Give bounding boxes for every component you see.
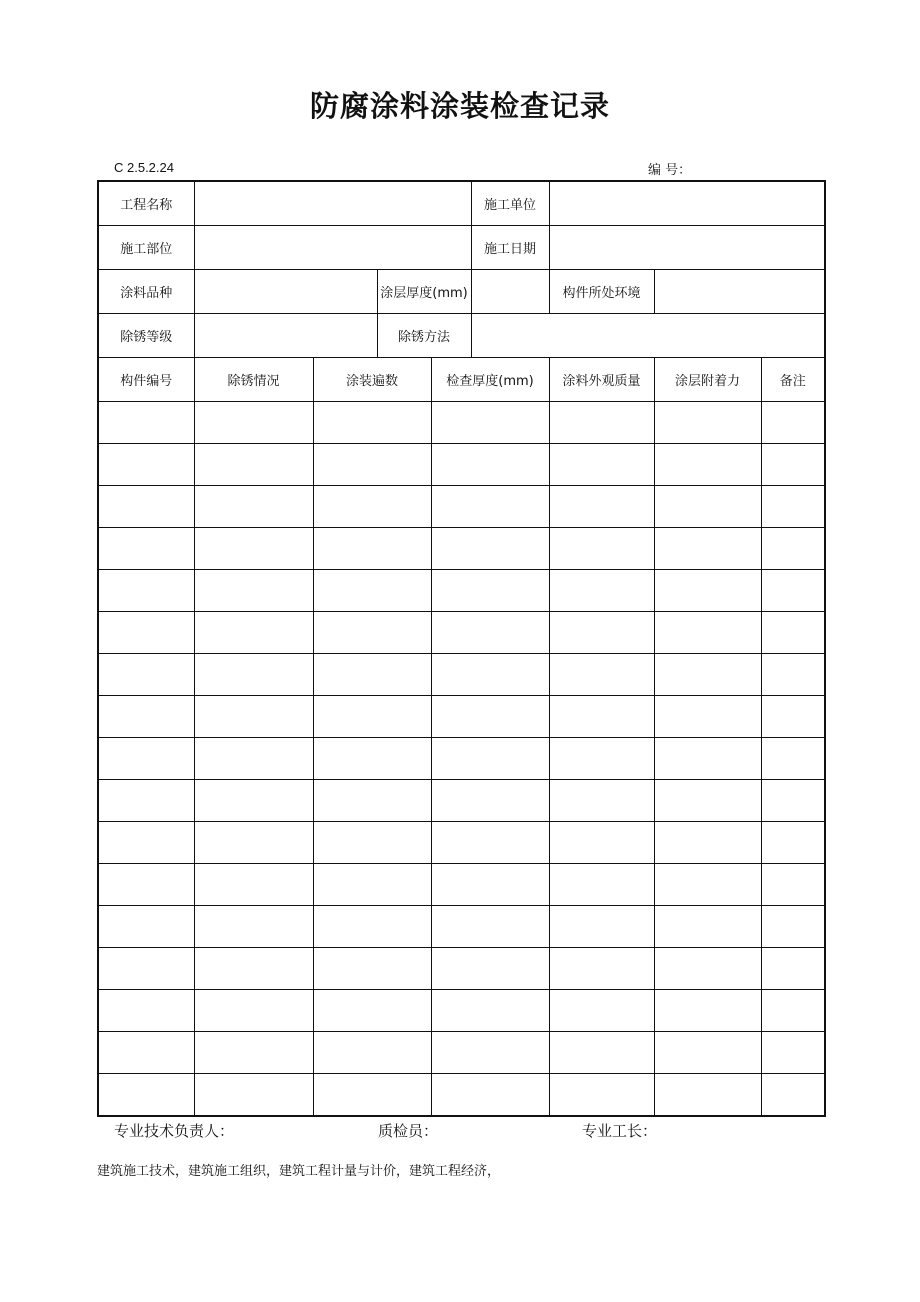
remarks-cell[interactable] — [761, 822, 825, 864]
remarks-cell[interactable] — [761, 1074, 825, 1117]
appearance-cell[interactable] — [549, 990, 654, 1032]
component-id-cell[interactable] — [98, 1032, 194, 1074]
coat-count-cell[interactable] — [313, 948, 431, 990]
column-header-row — [98, 358, 825, 402]
column-header: 构件编号 — [98, 358, 194, 402]
appearance-cell[interactable] — [549, 1032, 654, 1074]
coat-count-cell[interactable] — [313, 654, 431, 696]
thickness-cell[interactable] — [431, 1074, 549, 1117]
appearance-cell[interactable] — [549, 906, 654, 948]
adhesion-cell[interactable] — [654, 1032, 761, 1074]
rust-removal-cell[interactable] — [194, 444, 313, 486]
thickness-cell[interactable] — [431, 864, 549, 906]
coat-count-cell[interactable] — [313, 486, 431, 528]
component-id-cell[interactable] — [98, 906, 194, 948]
remarks-cell[interactable] — [761, 990, 825, 1032]
thickness-cell[interactable] — [431, 696, 549, 738]
coat-count-cell[interactable] — [313, 528, 431, 570]
component-id-cell[interactable] — [98, 570, 194, 612]
project-name-field[interactable] — [194, 181, 471, 226]
table-row — [98, 654, 825, 696]
thickness-cell[interactable] — [431, 486, 549, 528]
column-header: 涂装遍数 — [313, 358, 431, 402]
rust-removal-cell[interactable] — [194, 696, 313, 738]
project-name-label: 工程名称 — [98, 181, 194, 226]
rust-removal-cell[interactable] — [194, 654, 313, 696]
coat-count-cell[interactable] — [313, 780, 431, 822]
inspection-form-table — [97, 180, 826, 1117]
table-row — [98, 738, 825, 780]
inspector-signature-label: 质检员： — [378, 1122, 439, 1140]
component-id-cell[interactable] — [98, 780, 194, 822]
rust-removal-cell[interactable] — [194, 528, 313, 570]
table-row — [98, 948, 825, 990]
adhesion-cell[interactable] — [654, 990, 761, 1032]
thickness-cell[interactable] — [431, 1032, 549, 1074]
appearance-cell[interactable] — [549, 570, 654, 612]
adhesion-cell[interactable] — [654, 864, 761, 906]
table-row — [98, 570, 825, 612]
rust-method-label: 除锈方法 — [377, 314, 471, 358]
header-row-project — [98, 181, 825, 226]
remarks-cell[interactable] — [761, 738, 825, 780]
construction-date-label: 施工日期 — [471, 226, 549, 270]
remarks-cell[interactable] — [761, 948, 825, 990]
header-row-coating — [98, 270, 825, 314]
table-row — [98, 696, 825, 738]
adhesion-cell[interactable] — [654, 822, 761, 864]
rust-removal-cell[interactable] — [194, 570, 313, 612]
coat-count-cell[interactable] — [313, 738, 431, 780]
adhesion-cell[interactable] — [654, 570, 761, 612]
table-row — [98, 864, 825, 906]
component-id-cell[interactable] — [98, 444, 194, 486]
appearance-cell[interactable] — [549, 822, 654, 864]
table-row — [98, 906, 825, 948]
table-row — [98, 1032, 825, 1074]
rust-removal-cell[interactable] — [194, 822, 313, 864]
adhesion-cell[interactable] — [654, 402, 761, 444]
component-id-cell[interactable] — [98, 486, 194, 528]
appearance-cell[interactable] — [549, 486, 654, 528]
rust-removal-cell[interactable] — [194, 1074, 313, 1117]
header-row-part — [98, 226, 825, 270]
adhesion-cell[interactable] — [654, 528, 761, 570]
construction-unit-field[interactable] — [549, 181, 825, 226]
remarks-cell[interactable] — [761, 864, 825, 906]
component-id-cell[interactable] — [98, 990, 194, 1032]
rust-removal-cell[interactable] — [194, 780, 313, 822]
component-environment-field[interactable] — [654, 270, 825, 314]
table-row — [98, 486, 825, 528]
component-id-cell[interactable] — [98, 654, 194, 696]
component-id-cell[interactable] — [98, 612, 194, 654]
construction-part-field[interactable] — [194, 226, 471, 270]
header-row-rust — [98, 314, 825, 358]
coat-count-cell[interactable] — [313, 822, 431, 864]
coat-count-cell[interactable] — [313, 612, 431, 654]
column-header: 涂层附着力 — [654, 358, 761, 402]
adhesion-cell[interactable] — [654, 444, 761, 486]
remarks-cell[interactable] — [761, 570, 825, 612]
coat-count-cell[interactable] — [313, 444, 431, 486]
appearance-cell[interactable] — [549, 696, 654, 738]
footnote-text: 建筑施工技术，建筑施工组织，建筑工程计量与计价，建筑工程经济， — [97, 1164, 501, 1179]
appearance-cell[interactable] — [549, 612, 654, 654]
document-title: 防腐涂料涂装检查记录 — [309, 89, 610, 123]
coat-count-cell[interactable] — [313, 1032, 431, 1074]
rust-removal-cell[interactable] — [194, 738, 313, 780]
construction-part-label: 施工部位 — [98, 226, 194, 270]
coating-thickness-label: 涂层厚度(mm) — [377, 270, 471, 314]
table-row — [98, 612, 825, 654]
adhesion-cell[interactable] — [654, 780, 761, 822]
thickness-cell[interactable] — [431, 990, 549, 1032]
thickness-cell[interactable] — [431, 528, 549, 570]
rust-method-field[interactable] — [471, 314, 825, 358]
rust-removal-cell[interactable] — [194, 486, 313, 528]
coat-count-cell[interactable] — [313, 402, 431, 444]
component-id-cell[interactable] — [98, 1074, 194, 1117]
appearance-cell[interactable] — [549, 864, 654, 906]
rust-removal-cell[interactable] — [194, 402, 313, 444]
adhesion-cell[interactable] — [654, 1074, 761, 1117]
rust-removal-cell[interactable] — [194, 948, 313, 990]
thickness-cell[interactable] — [431, 822, 549, 864]
coat-count-cell[interactable] — [313, 1074, 431, 1117]
rust-removal-cell[interactable] — [194, 612, 313, 654]
component-environment-label: 构件所处环境 — [549, 270, 654, 314]
remarks-cell[interactable] — [761, 780, 825, 822]
appearance-cell[interactable] — [549, 654, 654, 696]
rust-grade-field[interactable] — [194, 314, 377, 358]
component-id-cell[interactable] — [98, 738, 194, 780]
remarks-cell[interactable] — [761, 1032, 825, 1074]
thickness-cell[interactable] — [431, 948, 549, 990]
appearance-cell[interactable] — [549, 402, 654, 444]
adhesion-cell[interactable] — [654, 486, 761, 528]
adhesion-cell[interactable] — [654, 948, 761, 990]
coating-type-label: 涂料品种 — [98, 270, 194, 314]
adhesion-cell[interactable] — [654, 612, 761, 654]
adhesion-cell[interactable] — [654, 696, 761, 738]
coat-count-cell[interactable] — [313, 990, 431, 1032]
coat-count-cell[interactable] — [313, 570, 431, 612]
table-row — [98, 780, 825, 822]
component-id-cell[interactable] — [98, 948, 194, 990]
table-row — [98, 402, 825, 444]
thickness-cell[interactable] — [431, 906, 549, 948]
construction-unit-label: 施工单位 — [471, 181, 549, 226]
adhesion-cell[interactable] — [654, 738, 761, 780]
appearance-cell[interactable] — [549, 1074, 654, 1117]
rust-grade-label: 除锈等级 — [98, 314, 194, 358]
foreman-signature-label: 专业工长： — [582, 1122, 658, 1140]
thickness-cell[interactable] — [431, 654, 549, 696]
thickness-cell[interactable] — [431, 780, 549, 822]
serial-number-label: 编 号： — [648, 163, 692, 178]
coating-type-field[interactable] — [194, 270, 377, 314]
component-id-cell[interactable] — [98, 696, 194, 738]
rust-removal-cell[interactable] — [194, 864, 313, 906]
column-header: 备注 — [761, 358, 825, 402]
rust-removal-cell[interactable] — [194, 906, 313, 948]
adhesion-cell[interactable] — [654, 906, 761, 948]
construction-date-field[interactable] — [549, 226, 825, 270]
component-id-cell[interactable] — [98, 864, 194, 906]
component-id-cell[interactable] — [98, 402, 194, 444]
column-header: 检查厚度(mm) — [431, 358, 549, 402]
column-header: 涂料外观质量 — [549, 358, 654, 402]
remarks-cell[interactable] — [761, 612, 825, 654]
rust-removal-cell[interactable] — [194, 1032, 313, 1074]
thickness-cell[interactable] — [431, 444, 549, 486]
remarks-cell[interactable] — [761, 906, 825, 948]
tech-lead-signature-label: 专业技术负责人： — [114, 1122, 235, 1140]
component-id-cell[interactable] — [98, 822, 194, 864]
coat-count-cell[interactable] — [313, 696, 431, 738]
remarks-cell[interactable] — [761, 696, 825, 738]
thickness-cell[interactable] — [431, 570, 549, 612]
table-row — [98, 444, 825, 486]
table-row — [98, 1074, 825, 1117]
column-header: 除锈情况 — [194, 358, 313, 402]
component-id-cell[interactable] — [98, 528, 194, 570]
table-row — [98, 528, 825, 570]
remarks-cell[interactable] — [761, 486, 825, 528]
table-row — [98, 822, 825, 864]
thickness-cell[interactable] — [431, 612, 549, 654]
coating-thickness-field[interactable] — [471, 270, 549, 314]
rust-removal-cell[interactable] — [194, 990, 313, 1032]
appearance-cell[interactable] — [549, 780, 654, 822]
coat-count-cell[interactable] — [313, 864, 431, 906]
remarks-cell[interactable] — [761, 402, 825, 444]
appearance-cell[interactable] — [549, 948, 654, 990]
thickness-cell[interactable] — [431, 402, 549, 444]
thickness-cell[interactable] — [431, 738, 549, 780]
appearance-cell[interactable] — [549, 528, 654, 570]
remarks-cell[interactable] — [761, 444, 825, 486]
remarks-cell[interactable] — [761, 654, 825, 696]
coat-count-cell[interactable] — [313, 906, 431, 948]
appearance-cell[interactable] — [549, 444, 654, 486]
form-code: C 2.5.2.24 — [114, 160, 174, 175]
appearance-cell[interactable] — [549, 738, 654, 780]
adhesion-cell[interactable] — [654, 654, 761, 696]
remarks-cell[interactable] — [761, 528, 825, 570]
table-row — [98, 990, 825, 1032]
